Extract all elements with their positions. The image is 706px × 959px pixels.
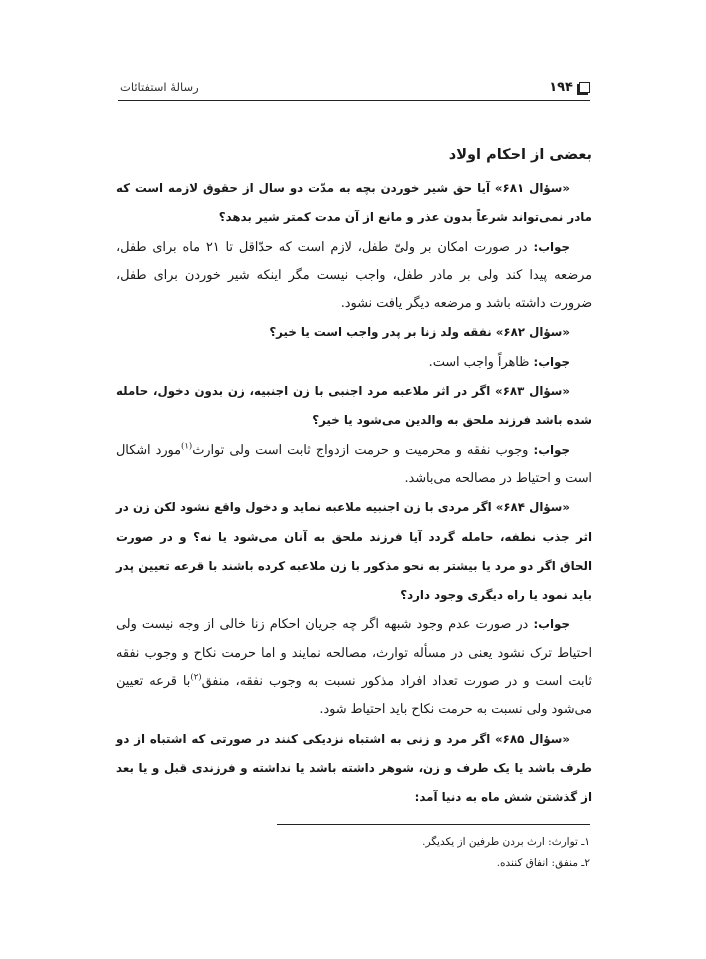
- square-bullet-icon: [579, 82, 590, 93]
- question-683: [116, 377, 592, 436]
- footnote-2: ۲ـ منفق: انفاق کننده.: [496, 857, 590, 869]
- answer-681: [116, 233, 592, 319]
- section-title: بعضی از احکام اولاد: [448, 147, 592, 163]
- answer-text-cont: مورد اشکال است و احتیاط در مصالحه می‌باشد.: [116, 442, 592, 486]
- answer-label: جواب:: [533, 354, 570, 369]
- answer-683: [116, 436, 592, 494]
- footnote-ref-2: (۲): [190, 672, 202, 683]
- question-685: [116, 725, 592, 813]
- question-text: «سؤال ۶۸۳» اگر در اثر ملاعبه مرد اجنبی با زن اجنبیه، زن بدون دخول، حامله شده باشد فرزند ملحق به والدین می‌شود یا خیر؟: [116, 384, 592, 428]
- question-681: [116, 174, 592, 233]
- running-title: رسالهٔ استفتائات: [120, 80, 199, 94]
- page-number: ۱۹۴: [549, 79, 573, 95]
- question-text: «سؤال ۶۸۱» آیا حق شیر خوردن بچه به مدّت دو سال از حقوق لازمه است که مادر نمی‌تواند شرعاً بدون عذر و مانع از آن مدت کمتر شیر بدهد؟: [116, 181, 592, 225]
- footnote-ref-1: (۱): [181, 441, 193, 452]
- answer-text: وجوب نفقه و محرمیت و حرمت ازدواج ثابت است ولی توارث: [192, 442, 529, 458]
- page-number-block: [549, 80, 590, 95]
- question-text: «سؤال ۶۸۴» اگر مردی با زن اجنبیه ملاعبه نماید و دخول واقع نشود لکن زن در اثر جذب نطفه، حامله گردد آیا فرزند ملحق به آنان می‌شود یا نه؟ و در صورت الحاق اگر دو مرد یا بیشتر به نحو مذکور با زن ملاعبه کرده باشند با قرعه تعیین پدر باید نمود یا راه دیگری وجود دارد؟: [116, 500, 592, 603]
- answer-684: [116, 610, 592, 724]
- answer-682: [116, 348, 592, 377]
- header-rule: [118, 100, 590, 101]
- answer-label: جواب:: [533, 617, 570, 632]
- footnotes: [300, 832, 590, 874]
- answer-text: ظاهراً واجب است.: [428, 354, 530, 370]
- running-header: [120, 76, 590, 98]
- footnote-rule: [277, 824, 590, 825]
- question-682: [116, 318, 592, 347]
- answer-label: جواب:: [533, 239, 570, 254]
- answer-text-cont: با قرعه تعیین می‌شود ولی نسبت به حرمت نکاح باید احتیاط شود.: [116, 674, 592, 718]
- question-684: [116, 493, 592, 610]
- footnote-1: ۱ـ توارث: ارث بردن طرفین از یکدیگر.: [422, 836, 590, 848]
- question-text: «سؤال ۶۸۲» نفقه ولد زنا بر پدر واجب است یا خیر؟: [269, 325, 570, 340]
- body-text: [116, 140, 592, 813]
- question-text: «سؤال ۶۸۵» اگر مرد و زنی به اشتباه نزدیکی کنند در صورتی که اشتباه از دو طرف باشد یا یک طرف و زن، شوهر داشته باشد یا نداشته و فرزندی قبل و یا بعد از گذشتن شش ماه به دنیا آمد:: [116, 731, 592, 805]
- answer-text: در صورت عدم وجود شبهه اگر چه جریان احکام زنا خالی از وجه نیست ولی احتیاط ترک نشود یعنی در مسأله توارث، مصالحه نمایند و اما حرمت نکاح و وجوب نفقه ثابت است و در صورت تعداد افراد مذکور نسبت به وجوب نفقه، منفق: [116, 617, 592, 690]
- answer-label: جواب:: [533, 442, 570, 457]
- answer-text: در صورت امکان بر ولیّ طفل، لازم است که حدّاقل تا ۲۱ ماه برای طفل، مرضعه پیدا کند ولی بر مادر طفل، واجب نیست مگر اینکه شیر خوردن برای طفل، ضرورت داشته باشد و مرضعه دیگر یافت نشود.: [116, 239, 592, 312]
